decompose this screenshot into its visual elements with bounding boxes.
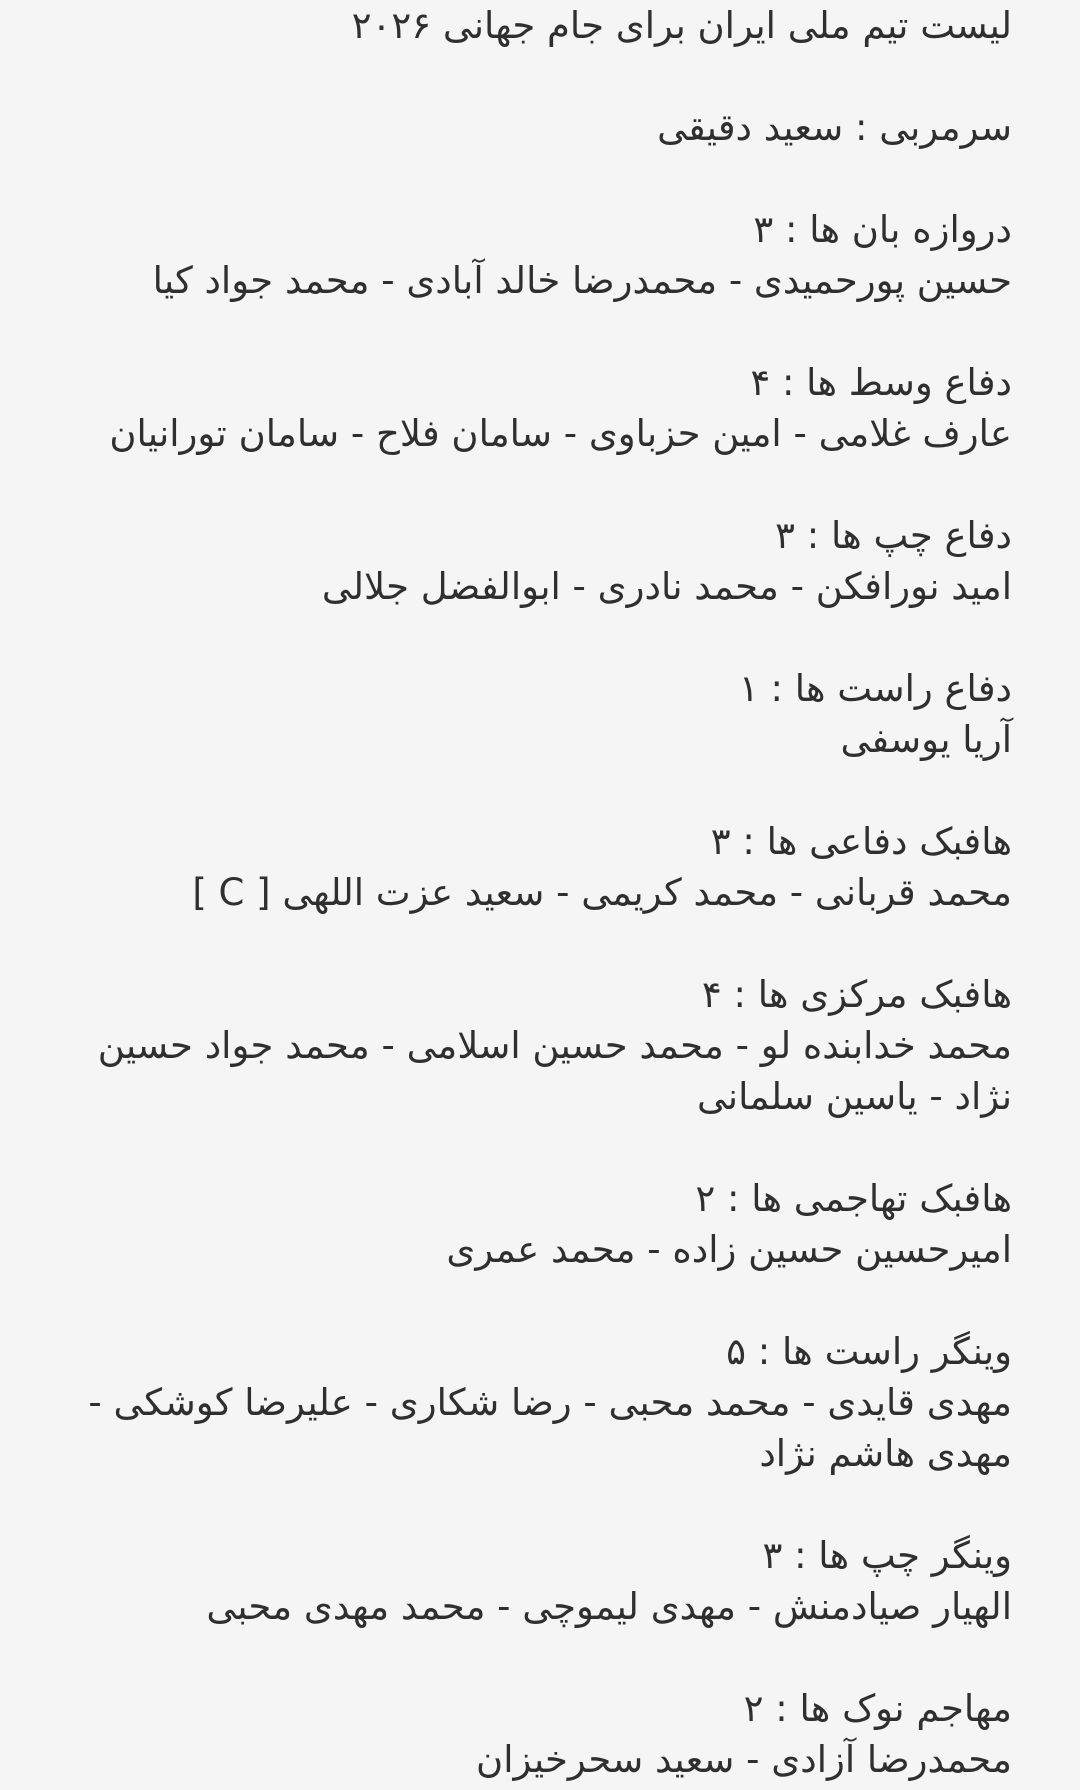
section-players: محمدرضا آزادی - سعید سحرخیزان xyxy=(476,1738,1012,1781)
coach-line: سرمربی : سعید دقیقی xyxy=(657,106,1012,149)
section-left-wingers xyxy=(70,1530,1012,1632)
section-players: حسین پورحمیدی - محمدرضا خالد آبادی - محمد جواد کیا xyxy=(152,259,1012,302)
section-players: امیرحسین حسین زاده - محمد عمری xyxy=(446,1228,1012,1271)
section-players: الهیار صیادمنش - مهدی لیموچی - محمد مهدی محبی xyxy=(206,1585,1012,1628)
section-heading: دروازه بان ها : ۳ xyxy=(753,208,1012,251)
section-heading: مهاجم نوک ها : ۲ xyxy=(743,1687,1012,1730)
section-attacking-midfielders xyxy=(70,1173,1012,1275)
section-heading: وینگر چپ ها : ۳ xyxy=(762,1534,1012,1577)
section-heading: هافبک دفاعی ها : ۳ xyxy=(710,820,1012,863)
section-heading: هافبک تهاجمی ها : ۲ xyxy=(695,1177,1012,1220)
section-defensive-midfielders xyxy=(70,816,1012,918)
section-players: مهدی قایدی - محمد محبی - رضا شکاری - علیرضا کوشکی - مهدی هاشم نژاد xyxy=(88,1381,1012,1475)
section-strikers xyxy=(70,1683,1012,1785)
section-right-backs xyxy=(70,663,1012,765)
section-left-backs xyxy=(70,510,1012,612)
section-central-midfielders xyxy=(70,969,1012,1122)
section-heading: دفاع وسط ها : ۴ xyxy=(750,361,1012,404)
note-title: لیست تیم ملی ایران برای جام جهانی ۲۰۲۶ xyxy=(351,4,1012,47)
section-heading: وینگر راست ها : ۵ xyxy=(726,1330,1012,1373)
section-heading: دفاع راست ها : ۱ xyxy=(738,667,1012,710)
section-heading: دفاع چپ ها : ۳ xyxy=(775,514,1012,557)
section-heading: هافبک مرکزی ها : ۴ xyxy=(701,973,1012,1016)
section-right-wingers xyxy=(70,1326,1012,1479)
section-center-backs xyxy=(70,357,1012,459)
section-players: امید نورافکن - محمد نادری - ابوالفضل جلالی xyxy=(321,565,1012,608)
section-goalkeepers xyxy=(70,204,1012,306)
section-players: آریا یوسفی xyxy=(840,718,1012,761)
section-players: محمد قربانی - محمد کریمی - سعید عزت اللهی [ C ] xyxy=(192,871,1012,914)
section-players: محمد خدابنده لو - محمد حسین اسلامی - محمد جواد حسین نژاد - یاسین سلمانی xyxy=(97,1024,1012,1118)
section-players: عارف غلامی - امین حزباوی - سامان فلاح - سامان تورانیان xyxy=(109,412,1012,455)
